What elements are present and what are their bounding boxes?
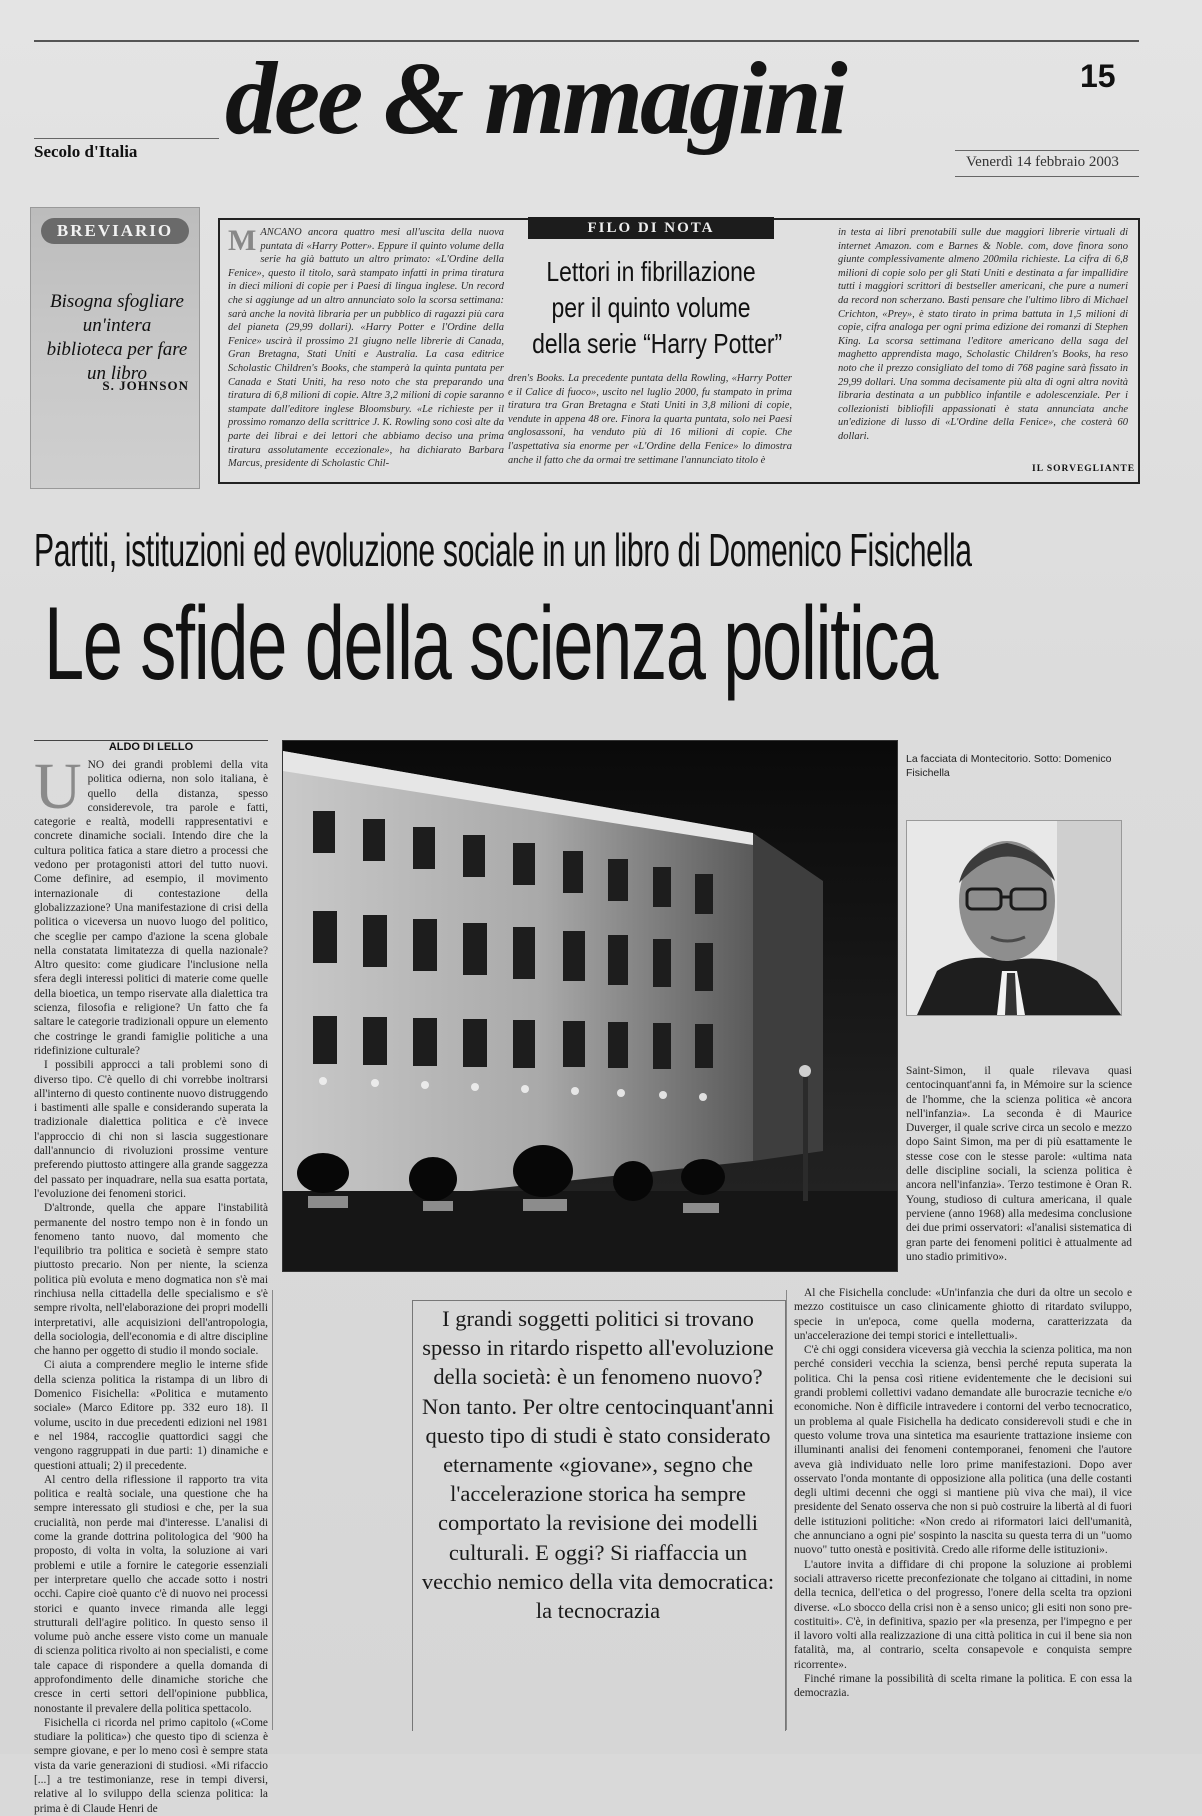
article-column-3-top [906,1064,1132,1284]
section-masthead [225,41,945,164]
article-paragraph: Finché rimane la possibilità di scelta rimane la politica. E con essa la democrazia. [794,1673,1132,1700]
photo-caption: La facciata di Montecitorio. Sotto: Domenico Fisichella [906,753,1112,779]
article-paragraph: Al centro della riflessione il rapporto tra vita politica e realtà sociale, una questione che ha sempre interessato gli studiosi e che, per la sua crucialità, non perde mai d'interesse. L'analisi di come la grande dottrina politologica del '900 ha proposto, di volta in volta, la soluzione ai vari problemi e utile a fornire le categorie essenziali per interpretare quello che accade sotto i nostri occhi. Capire cioè quanto c'è di nuovo nei processi storici e quanto invece rimanda alle leggi strutturali dell'agire politico. In questo senso il volume può anche essere visto come un manuale di scienza politica rivolto ai non specialisti, e come tale capace di rispondere a quella domanda di approfondimento delle dinamiche storiche che cresce in certi settori dell'opinione pubblica, nonostante il prevalere della politica spettacolo. [34,1473,268,1715]
date-rule [955,176,1139,177]
article-paragraph: C'è chi oggi considera viceversa già vecchia la scienza politica, ma non perché consideri vecchia la scienza, bensì perché reputa superata la politica. Chi la pensa così ritiene evidentemente che le decisioni sui grandi problemi collettivi vadano demandate alle burocrazie tecniche e/o economiche. Non è difficile intravedere i contorni del verbo tecnocratico, un problema al quale Fisichella ha dedicato considerevoli studi e che in questo volume trova una sintetica ma esauriente trattazione insieme con illuminanti analisi dei fenomeni contemporanei, fenomeni che l'autore aveva già individuato nelle loro prime manifestazioni. Dopo aver osservato l'onda montante di opposizione alla politica (una delle costanti degli ultimi decenni che oggi si mantiene più viva che mai), il vice presidente del Senato osserva che non si può costruire la libertà al di fuori delle istituzioni politiche: «Non credo ai riformatori laici dell'umanità, che annunciano a ogni pie' sospinto la nascita su questa terra di un "uomo nuovo" tutto onestà e positività. Credo alle riforme delle istituzioni». [794,1344,1132,1557]
article-headline: Le sfide della scienza politica [44,586,938,702]
article-paragraph [34,750,268,1058]
filo-col1-text: ANCANO ancora quattro mesi all'uscita della nuova puntata di «Harry Potter». Eppure il quinto volume della serie ha già battuto un altro primato: «L'Ordine della Fenice», questo il titolo, sarà stampato infatti in prima tiratura in dieci milioni di copie per i Paesi di lingua inglese. Un record che si aggiunge ad un altro annunciato solo la scorsa settimana: sarà anche la novità libraria per un pubblico di ragazzi più cara del pianeta (29,99 dollari). «Harry Potter e l'Ordine della Fenice» uscirà il prossimo 21 giugno nelle librerie di Canada, Gran Bretagna, Stati Uniti e Australia. La casa editrice Scholastic Children's Books, che stamperà la quinta puntata per Canada e Stati Uniti, ha reso noto che sta preparando una tiratura di 6,8 milioni di copie. Altre 3,2 milioni di copie saranno stampate dall'editore inglese Bloomsbury. «Le richieste per il prossimo romanzo della scrittrice J. K. Rowling sono così alte da parte dei librai e dei lettori che abbiamo deciso una prima tiratura assolutamente eccezionale», ha dichiarato Barbara Marcus, presidente di Scholastic Chil- [228,227,504,470]
issue-date: Venerdì 14 febbraio 2003 [966,154,1119,170]
paragraph-text: NO dei grandi problemi della vita politica odierna, non solo italiana, è quello della distanza, spesso considerevole, tra parole e fatti, categorie e realtà, modelli rappresentativi e concrete dinamiche sociali. Intendo dire che la cultura politica fatica a stare dietro a processi che vedono per protagonisti attori del tutto nuovi. Come definire, ad esempio, il movimento internazionale di contestazione della globalizzazione? Una manifestazione di crisi della politica o viceversa un nuovo luogo del politico, che sceglie per campo d'azione la scena globale nella constatata limitatezza di quella nazionale? Altro quesito: come giudicare l'inclusione nella sfera degli interessi politici di materie come quelle della bioetica, un tempo riservate alla dialettica tra scienza, filosofia e religione? Un fatto che fa saltare le categorie tradizionali oppure un elemento che costringe le grandi famiglie politiche a una ridefinizione culturale? [34,759,268,1057]
filo-di-nota-title [532,254,783,362]
filo-title-line-3: della serie “Harry Potter” [532,328,783,359]
portrait-illustration [907,821,1121,1015]
filo-title-line-1: Lettori in fibrillazione [546,256,756,287]
breviario-label: BREVIARIO [41,218,189,244]
article-paragraph: Ci aiuta a comprendere meglio le interne sfide della scienza politica la ristampa di un libro di Domenico Fisichella: «Politica e mutamento sociale» (Marco Editore pp. 332 euro 18). Il volume, uscito in due precedenti edizioni nel 1981 e nel 1984, raccoglie quattordici saggi che vengono raggruppati in due parti: 1) dinamiche e questioni attuali; 2) il precedente. [34,1359,268,1472]
filo-title-line-2: per il quinto volume [551,292,751,323]
page-number: 15 [1080,58,1116,94]
article-paragraph: Al che Fisichella conclude: «Un'infanzia che duri da oltre un secolo e mezzo costituisce un caso clinicamente ghiotto di ritardato sviluppo, specie in un'epoca, come quella moderna, caratterizzata da un'accelerazione dei tempi storici e intellettuali». [794,1287,1132,1342]
article-column-1 [34,750,268,1815]
filo-signature: IL SORVEGLIANTE [1032,464,1136,474]
article-paragraph: Fisichella ci ricorda nel primo capitolo («Come studiare la politica») che questo tipo di scienza è sempre giovane, e per lo meno così è sempre stata vista da varie generazioni di studiosi. «Mi rifaccio [...] a tre testimonianze, rese in tempi diversi, relative al lo sviluppo della scienza politica: la prima è di Claude Henri de [34,1716,268,1815]
article-paragraph: Saint-Simon, il quale rilevava quasi centocinquant'anni fa, in Mémoire sur la science de l'homme, che la scienza politica «è ancora nell'infanzia». La seconda è di Maurice Duverger, il quale scrive circa un secolo e mezzo dopo Saint Simon, ma per di più esattamente le stesse cose con le stesse parole: «ultima nata delle discipline sociali, la scienza politica è ancora nell'infanzia». Terzo testimone è Oran R. Young, studioso di cultura americana, il quale perviene (anno 1968) alla medesima conclusione dei due primi osservatori: «l'analisi sistematica di gran parte dei fenomeni politici è attualmente ad uno stadio primitivo». [906,1065,1132,1263]
fisichella-portrait [906,820,1122,1016]
filo-column-3: in testa ai libri prenotabili sulle due maggiori librerie virtuali di internet Amazon. com e Barnes & Noble. com, dove finora sono giunte complessivamente almeno 200mila richieste. La cifra di 6,8 milioni di copie solo per gli Stati Uniti e destinata a far impallidire tutti i maggiori scrittori di bestseller americani, che pure a numeri da record non scherzano. Basti pensare che l'ultimo libro di Michael Crichton, «Prey», è stato tirato in prima battuta in 1,5 milioni di copie, cifra analoga per ogni prima edizione dei romanzi di Stephen King. La scorsa settimana l'editore americano della saga del maghetto apprendista mago, Scholastic Children's Books, ha reso noto che il prezzo consigliato del tomo di 768 pagine sarà fissato in 29,99 dollari. Una somma decisamente più alta di ogni altra novità libraria destinata a un pubblico infantile e adolescenziale. Per i collezionisti bibliofili appassionati è stata annunciata anche un'edizione di lusso di «L'Ordine della Fenice», che costerà 60 dollari. [838,227,1128,442]
filo-di-nota-label: FILO DI NOTA [528,217,774,239]
article-paragraph: L'autore invita a diffidare di chi propone la soluzione ai problemi sociali attraverso ricette preconfezionate che tolgano ai cittadini, in nome della tecnica, dell'etica o del progresso, l'onere della scelta tra opzioni diverse. «Lo sbocco della crisi non è a senso unico; gli esiti non sono pre-costituiti». C'è, in definitiva, spazio per «la presenza, per l'impegno e per il lavoro volti alla realizzazione di una città politica in cui il bene sia non fatalità, ma, al contrario, scelta consapevole e conquista sempre ricorrente». [794,1558,1132,1671]
section-title: dee & mmagini [225,41,845,156]
article-paragraph: I possibili approcci a tali problemi sono di diverso tipo. C'è quello di chi vorrebbe inoltrarsi all'interno di questo continente nuovo distruggendo i bastimenti alle spalle e considerando superata la tradizionale dialettica politica e c'è invece l'approccio di chi non si lascia suggestionare dall'annuncio di rivoluzioni prossime venture preferendo piuttosto attingere alla grande saggezza del passato per inquadrare, nella sua esatta portata, l'evoluzione dei fenomeni storici. [34,1059,268,1200]
palace-illustration [283,741,897,1271]
filo-column-2: dren's Books. La precedente puntata della Rowling, «Harry Potter e il Calice di fuoco», uscito nel luglio 2000, fu stampato in prima tiratura tra Gran Bretagna e Stati Uniti in 3,8 milioni di copie, vendute in appena 48 ore. Finora la quarta puntata, solo nei Paesi anglosassoni, ha venduto più di 16 milioni di copie. Che l'aspettativa sia enorme per «L'Ordine della Fenice» lo dimostra anche il fatto che da ormai tre settimane l'annunciato titolo è [508,373,792,466]
paper-name: Secolo d'Italia [34,142,138,161]
breviario-author: S. JOHNSON [102,378,189,393]
article-paragraph: D'altronde, quella che appare l'instabilità permanente del nostro tempo non è in fondo un fenomeno tanto nuovo, dal momento che l'equilibrio tra politica e società è sempre stato piuttosto precario. Non per niente, la scienza politica più evoluta e meno dogmatica non s'è mai rinchiusa nella cittadella delle specialismo e s'è sempre rivolta, nell'elaborazione dei propri modelli interpretativi, alle acquisizioni dell'antropologia, della sociologia, dell'economia e di altre discipline che hanno per oggetto di studio il mondo sociale. [34,1202,268,1358]
header-right-rule [955,150,1139,151]
column-rule-left [272,1290,273,1730]
filo-column-1 [228,224,504,470]
article-kicker: Partiti, istituzioni ed evoluzione sociale in un libro di Domenico Fisichella [34,524,972,576]
breviario-box [30,207,200,489]
montecitorio-photo [282,740,898,1272]
article-author: ALDO DI LELLO [108,741,194,753]
header-left-rule [34,138,219,139]
breviario-quote: Bisogna sfogliare un'intera biblioteca per fare un libro [46,291,188,384]
filo-dropcap: M [228,224,257,257]
column-rule-right [786,1290,787,1730]
pull-quote: I grandi soggetti politici si trovano spesso in ritardo rispetto all'evoluzione della società: è un fenomeno nuovo? Non tanto. Per oltre centocinquant'anni questo tipo di studi è stato considerato eternamente «giovane», segno che l'accelerazione storica ha sempre comportato la revisione dei modelli culturali. E oggi? Si riaffaccia un vecchio nemico della vita democratica: la tecnocrazia [421,1306,775,1624]
article-dropcap: U [34,750,82,823]
article-column-3-bottom [794,1286,1132,1738]
